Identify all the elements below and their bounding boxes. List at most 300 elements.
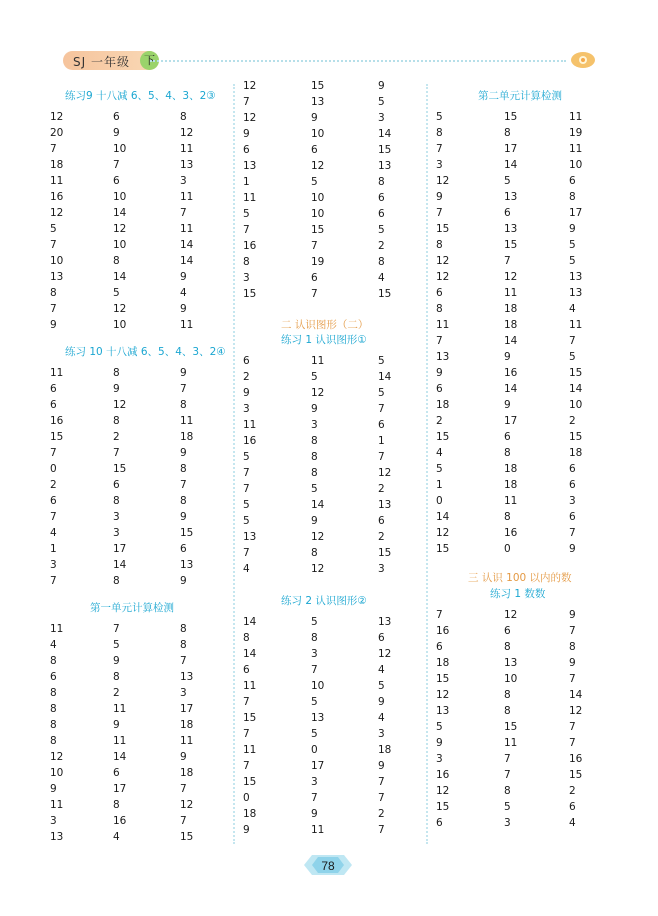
answer-value: 5 xyxy=(378,355,385,367)
answer-value: 5 xyxy=(378,680,385,692)
section-title: 三 认识 100 以内的数 xyxy=(468,572,572,584)
answer-value: 6 xyxy=(113,479,120,491)
answer-value: 6 xyxy=(436,383,443,395)
answer-value: 11 xyxy=(243,419,257,431)
answer-value: 18 xyxy=(504,463,518,475)
answer-value: 11 xyxy=(113,703,127,715)
answer-value: 14 xyxy=(436,511,450,523)
answer-value: 3 xyxy=(113,527,120,539)
answer-value: 17 xyxy=(113,783,127,795)
answer-value: 10 xyxy=(569,159,583,171)
answer-value: 8 xyxy=(50,735,57,747)
answer-value: 4 xyxy=(113,831,120,843)
answer-value: 16 xyxy=(243,240,257,252)
answer-value: 4 xyxy=(378,664,385,676)
answer-value: 7 xyxy=(113,159,120,171)
answer-value: 12 xyxy=(113,399,127,411)
answer-value: 13 xyxy=(504,223,518,235)
answer-value: 12 xyxy=(311,160,325,172)
answer-value: 0 xyxy=(50,463,57,475)
answer-value: 8 xyxy=(50,655,57,667)
answer-value: 2 xyxy=(113,687,120,699)
answer-value: 8 xyxy=(504,127,511,139)
answer-value: 8 xyxy=(504,447,511,459)
answer-value: 3 xyxy=(436,753,443,765)
answer-value: 12 xyxy=(504,609,518,621)
answer-value: 10 xyxy=(50,767,64,779)
answer-value: 5 xyxy=(569,239,576,251)
answer-value: 7 xyxy=(243,224,250,236)
answer-value: 10 xyxy=(311,128,325,140)
answer-value: 13 xyxy=(378,160,392,172)
answer-value: 7 xyxy=(113,623,120,635)
answer-value: 7 xyxy=(50,575,57,587)
answer-value: 6 xyxy=(378,632,385,644)
answer-value: 12 xyxy=(180,799,194,811)
answer-value: 6 xyxy=(569,511,576,523)
section-title: 练习 1 认识图形① xyxy=(281,334,367,346)
answer-value: 7 xyxy=(50,447,57,459)
answer-value: 11 xyxy=(180,223,194,235)
answer-value: 12 xyxy=(436,175,450,187)
answer-value: 2 xyxy=(378,808,385,820)
section-title: 练习9 十八减 6、5、4、3、2③ xyxy=(65,90,216,102)
answer-value: 6 xyxy=(113,111,120,123)
answer-value: 6 xyxy=(378,208,385,220)
answer-value: 10 xyxy=(504,673,518,685)
answer-value: 7 xyxy=(569,737,576,749)
answer-value: 9 xyxy=(569,543,576,555)
answer-value: 10 xyxy=(311,192,325,204)
answer-value: 15 xyxy=(504,721,518,733)
answer-value: 7 xyxy=(50,143,57,155)
answer-value: 13 xyxy=(180,159,194,171)
answer-value: 16 xyxy=(436,769,450,781)
answer-value: 16 xyxy=(504,527,518,539)
answer-value: 5 xyxy=(243,499,250,511)
answer-value: 14 xyxy=(504,383,518,395)
answer-value: 13 xyxy=(243,531,257,543)
answer-value: 6 xyxy=(569,175,576,187)
answer-value: 12 xyxy=(378,467,392,479)
answer-value: 13 xyxy=(311,712,325,724)
answer-value: 3 xyxy=(180,175,187,187)
answer-value: 8 xyxy=(569,191,576,203)
answer-value: 2 xyxy=(569,785,576,797)
answer-value: 3 xyxy=(113,511,120,523)
answer-value: 15 xyxy=(243,712,257,724)
answer-value: 5 xyxy=(504,801,511,813)
answer-value: 11 xyxy=(311,355,325,367)
answer-value: 6 xyxy=(50,383,57,395)
answer-value: 2 xyxy=(243,371,250,383)
answer-value: 12 xyxy=(243,112,257,124)
answer-value: 7 xyxy=(243,728,250,740)
answer-value: 3 xyxy=(504,817,511,829)
answer-value: 7 xyxy=(378,403,385,415)
answer-value: 5 xyxy=(569,351,576,363)
answer-value: 8 xyxy=(50,687,57,699)
answer-value: 12 xyxy=(569,705,583,717)
answer-value: 5 xyxy=(378,96,385,108)
answer-value: 9 xyxy=(113,383,120,395)
answer-value: 8 xyxy=(113,671,120,683)
answer-value: 7 xyxy=(504,255,511,267)
answer-value: 9 xyxy=(180,447,187,459)
answer-value: 12 xyxy=(50,751,64,763)
answer-value: 9 xyxy=(504,351,511,363)
answer-value: 3 xyxy=(378,563,385,575)
answer-value: 7 xyxy=(378,824,385,836)
answer-value: 8 xyxy=(113,495,120,507)
answer-value: 9 xyxy=(243,128,250,140)
answer-value: 9 xyxy=(569,223,576,235)
answer-value: 10 xyxy=(569,399,583,411)
answer-value: 18 xyxy=(569,447,583,459)
answer-value: 5 xyxy=(113,639,120,651)
answer-value: 15 xyxy=(378,144,392,156)
answer-value: 2 xyxy=(378,240,385,252)
answer-value: 18 xyxy=(180,719,194,731)
answer-value: 9 xyxy=(378,696,385,708)
answer-value: 9 xyxy=(243,824,250,836)
answer-value: 11 xyxy=(569,319,583,331)
header-divider xyxy=(150,60,566,62)
answer-value: 14 xyxy=(378,128,392,140)
answer-value: 13 xyxy=(436,351,450,363)
answer-value: 14 xyxy=(113,751,127,763)
answer-value: 8 xyxy=(113,367,120,379)
answer-value: 1 xyxy=(243,176,250,188)
answer-value: 8 xyxy=(180,639,187,651)
answer-value: 7 xyxy=(569,721,576,733)
answer-value: 7 xyxy=(378,776,385,788)
answer-value: 0 xyxy=(504,543,511,555)
answer-value: 0 xyxy=(436,495,443,507)
answer-value: 12 xyxy=(113,303,127,315)
answer-value: 16 xyxy=(50,415,64,427)
answer-value: 2 xyxy=(378,483,385,495)
answer-value: 11 xyxy=(50,175,64,187)
answer-value: 8 xyxy=(180,495,187,507)
answer-value: 16 xyxy=(436,625,450,637)
answer-value: 14 xyxy=(180,239,194,251)
answer-value: 8 xyxy=(113,799,120,811)
answer-value: 7 xyxy=(243,483,250,495)
answer-value: 9 xyxy=(113,719,120,731)
answer-value: 13 xyxy=(50,271,64,283)
answer-value: 15 xyxy=(311,224,325,236)
answer-value: 8 xyxy=(180,623,187,635)
answer-value: 13 xyxy=(436,705,450,717)
answer-value: 9 xyxy=(436,191,443,203)
answer-value: 1 xyxy=(378,435,385,447)
answer-value: 5 xyxy=(243,208,250,220)
answer-value: 15 xyxy=(243,776,257,788)
answer-value: 3 xyxy=(50,559,57,571)
answer-value: 5 xyxy=(311,728,318,740)
answer-value: 8 xyxy=(311,632,318,644)
answer-value: 14 xyxy=(378,371,392,383)
answer-value: 14 xyxy=(243,616,257,628)
answer-value: 1 xyxy=(50,543,57,555)
answer-value: 5 xyxy=(378,224,385,236)
answer-value: 15 xyxy=(311,80,325,92)
answer-value: 2 xyxy=(50,479,57,491)
answer-value: 11 xyxy=(243,192,257,204)
answer-value: 5 xyxy=(436,721,443,733)
answer-value: 6 xyxy=(243,664,250,676)
answer-value: 10 xyxy=(113,319,127,331)
star-decoration-icon xyxy=(570,50,596,70)
answer-value: 6 xyxy=(50,495,57,507)
answer-value: 9 xyxy=(180,303,187,315)
answer-value: 15 xyxy=(378,288,392,300)
answer-value: 7 xyxy=(311,240,318,252)
answer-value: 13 xyxy=(50,831,64,843)
answer-value: 5 xyxy=(243,451,250,463)
grade-badge xyxy=(63,51,159,70)
answer-value: 16 xyxy=(504,367,518,379)
answer-value: 7 xyxy=(311,664,318,676)
answer-value: 9 xyxy=(180,271,187,283)
answer-value: 12 xyxy=(436,785,450,797)
answer-value: 7 xyxy=(311,792,318,804)
page-number: 78 xyxy=(321,859,335,873)
answer-value: 11 xyxy=(243,680,257,692)
answer-value: 8 xyxy=(180,111,187,123)
answer-value: 12 xyxy=(311,563,325,575)
answer-value: 7 xyxy=(180,783,187,795)
answer-value: 9 xyxy=(311,515,318,527)
answer-value: 5 xyxy=(243,515,250,527)
answer-value: 5 xyxy=(569,255,576,267)
answer-value: 6 xyxy=(243,144,250,156)
answer-value: 14 xyxy=(311,499,325,511)
answer-value: 11 xyxy=(180,735,194,747)
answer-value: 18 xyxy=(180,767,194,779)
answer-value: 11 xyxy=(436,319,450,331)
answer-value: 13 xyxy=(378,616,392,628)
answer-value: 3 xyxy=(311,419,318,431)
answer-value: 9 xyxy=(50,319,57,331)
answer-value: 15 xyxy=(569,431,583,443)
answer-value: 3 xyxy=(436,159,443,171)
answer-value: 10 xyxy=(311,208,325,220)
answer-value: 11 xyxy=(180,143,194,155)
answer-value: 6 xyxy=(50,671,57,683)
answer-value: 6 xyxy=(113,175,120,187)
answer-value: 5 xyxy=(504,175,511,187)
answer-value: 17 xyxy=(504,415,518,427)
answer-value: 10 xyxy=(50,255,64,267)
answer-value: 15 xyxy=(436,223,450,235)
column-divider-2 xyxy=(426,84,428,844)
answer-value: 11 xyxy=(113,735,127,747)
answer-value: 10 xyxy=(113,239,127,251)
answer-value: 11 xyxy=(50,623,64,635)
answer-value: 8 xyxy=(504,511,511,523)
answer-value: 14 xyxy=(180,255,194,267)
answer-value: 17 xyxy=(569,207,583,219)
answer-value: 3 xyxy=(243,403,250,415)
answer-value: 4 xyxy=(243,563,250,575)
answer-value: 13 xyxy=(311,96,325,108)
answer-value: 9 xyxy=(378,80,385,92)
answer-value: 7 xyxy=(569,335,576,347)
answer-value: 11 xyxy=(569,143,583,155)
answer-value: 13 xyxy=(378,499,392,511)
answer-value: 4 xyxy=(50,527,57,539)
answer-value: 4 xyxy=(378,712,385,724)
answer-value: 9 xyxy=(180,751,187,763)
answer-value: 13 xyxy=(504,191,518,203)
answer-value: 18 xyxy=(436,399,450,411)
answer-value: 3 xyxy=(378,728,385,740)
answer-value: 4 xyxy=(50,639,57,651)
answer-value: 2 xyxy=(436,415,443,427)
answer-value: 7 xyxy=(243,467,250,479)
answer-value: 9 xyxy=(311,403,318,415)
answer-value: 7 xyxy=(569,527,576,539)
answer-value: 12 xyxy=(436,527,450,539)
answer-value: 5 xyxy=(436,463,443,475)
answer-value: 5 xyxy=(311,483,318,495)
answer-value: 15 xyxy=(504,111,518,123)
answer-value: 4 xyxy=(569,303,576,315)
answer-value: 12 xyxy=(311,387,325,399)
answer-value: 6 xyxy=(504,625,511,637)
answer-value: 17 xyxy=(504,143,518,155)
answer-value: 12 xyxy=(243,80,257,92)
answer-value: 15 xyxy=(180,831,194,843)
answer-value: 3 xyxy=(311,776,318,788)
answer-value: 9 xyxy=(113,655,120,667)
answer-value: 4 xyxy=(180,287,187,299)
section-title: 练习 2 认识图形② xyxy=(281,595,367,607)
answer-value: 10 xyxy=(113,191,127,203)
answer-value: 9 xyxy=(50,783,57,795)
answer-value: 1 xyxy=(436,479,443,491)
answer-value: 11 xyxy=(504,737,518,749)
answer-value: 4 xyxy=(378,272,385,284)
answer-value: 7 xyxy=(436,143,443,155)
answer-value: 7 xyxy=(180,479,187,491)
answer-value: 17 xyxy=(180,703,194,715)
answer-value: 8 xyxy=(50,287,57,299)
answer-value: 3 xyxy=(311,648,318,660)
answer-value: 7 xyxy=(180,815,187,827)
answer-value: 6 xyxy=(436,641,443,653)
answer-value: 8 xyxy=(243,632,250,644)
answer-value: 2 xyxy=(113,431,120,443)
answer-value: 3 xyxy=(180,687,187,699)
answer-value: 14 xyxy=(504,335,518,347)
answer-value: 6 xyxy=(436,817,443,829)
answer-value: 16 xyxy=(113,815,127,827)
answer-value: 13 xyxy=(569,271,583,283)
answer-value: 6 xyxy=(180,543,187,555)
answer-value: 7 xyxy=(243,696,250,708)
answer-value: 10 xyxy=(113,143,127,155)
answer-value: 8 xyxy=(436,239,443,251)
answer-value: 9 xyxy=(378,760,385,772)
answer-value: 9 xyxy=(113,127,120,139)
answer-value: 12 xyxy=(311,531,325,543)
answer-value: 7 xyxy=(436,609,443,621)
answer-value: 14 xyxy=(113,559,127,571)
answer-value: 7 xyxy=(243,547,250,559)
answer-value: 7 xyxy=(243,760,250,772)
answer-value: 8 xyxy=(113,575,120,587)
answer-value: 9 xyxy=(180,367,187,379)
answer-value: 16 xyxy=(50,191,64,203)
answer-value: 13 xyxy=(180,559,194,571)
answer-value: 7 xyxy=(569,673,576,685)
answer-value: 11 xyxy=(180,415,194,427)
column-divider-1 xyxy=(233,84,235,844)
answer-value: 3 xyxy=(243,272,250,284)
section-title: 练习 1 数数 xyxy=(490,588,546,600)
section-title: 二 认识图形（二） xyxy=(281,319,369,331)
answer-value: 5 xyxy=(436,111,443,123)
answer-value: 9 xyxy=(436,737,443,749)
volume-label: 下 xyxy=(140,51,159,70)
answer-value: 6 xyxy=(569,479,576,491)
answer-value: 18 xyxy=(378,744,392,756)
answer-value: 7 xyxy=(180,383,187,395)
answer-value: 18 xyxy=(436,657,450,669)
answer-value: 11 xyxy=(50,799,64,811)
answer-value: 9 xyxy=(243,387,250,399)
answer-value: 7 xyxy=(180,655,187,667)
page-number-badge xyxy=(300,853,356,877)
answer-value: 9 xyxy=(569,657,576,669)
answer-value: 15 xyxy=(180,527,194,539)
answer-value: 16 xyxy=(243,435,257,447)
answer-value: 3 xyxy=(50,815,57,827)
answer-value: 8 xyxy=(569,641,576,653)
grade-label: SJ 一年级 xyxy=(73,55,130,69)
answer-value: 6 xyxy=(504,431,511,443)
answer-value: 7 xyxy=(50,511,57,523)
answer-value: 18 xyxy=(504,319,518,331)
answer-value: 12 xyxy=(50,111,64,123)
answer-value: 7 xyxy=(50,239,57,251)
answer-value: 0 xyxy=(243,792,250,804)
answer-value: 6 xyxy=(113,767,120,779)
answer-value: 8 xyxy=(378,176,385,188)
answer-value: 9 xyxy=(436,367,443,379)
answer-value: 6 xyxy=(378,419,385,431)
answer-value: 9 xyxy=(180,575,187,587)
section-title: 第二单元计算检测 xyxy=(478,90,562,102)
answer-value: 15 xyxy=(243,288,257,300)
answer-value: 7 xyxy=(180,207,187,219)
answer-value: 8 xyxy=(113,255,120,267)
answer-value: 8 xyxy=(504,689,511,701)
answer-value: 7 xyxy=(504,769,511,781)
answer-value: 5 xyxy=(311,616,318,628)
answer-value: 15 xyxy=(436,543,450,555)
answer-value: 8 xyxy=(311,547,318,559)
answer-value: 18 xyxy=(504,479,518,491)
answer-value: 14 xyxy=(243,648,257,660)
answer-value: 12 xyxy=(436,255,450,267)
answer-value: 15 xyxy=(436,801,450,813)
answer-value: 10 xyxy=(311,680,325,692)
answer-value: 2 xyxy=(378,531,385,543)
